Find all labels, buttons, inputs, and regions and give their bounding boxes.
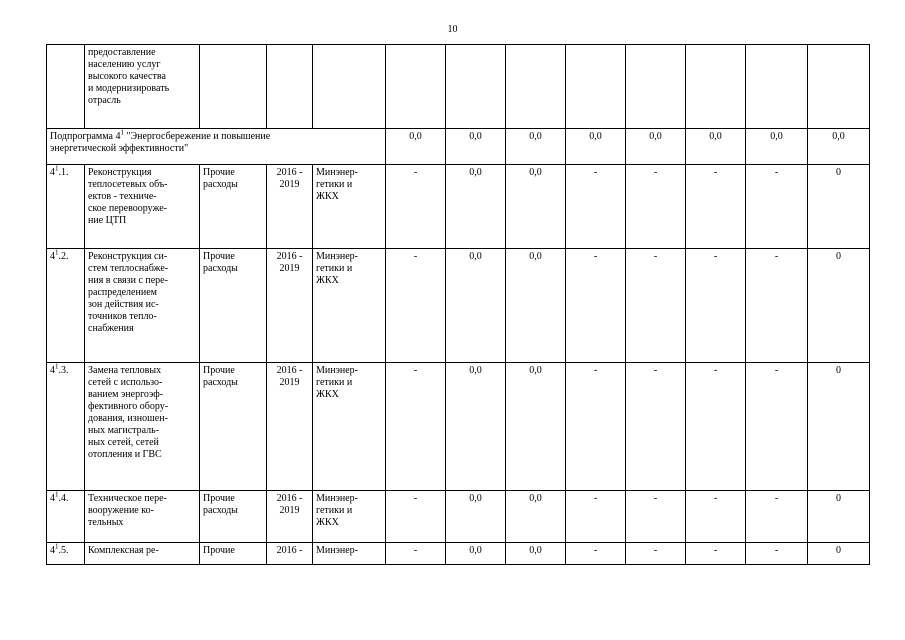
years-cell — [267, 45, 313, 129]
table-row — [47, 491, 870, 543]
num-cell — [47, 45, 85, 129]
years-cell: 2016 - 2019 — [267, 165, 313, 249]
source-cell — [200, 45, 267, 129]
value-cell: 0,0 — [506, 543, 566, 565]
value-cell — [446, 45, 506, 129]
value-cell: - — [626, 543, 686, 565]
num-cell: $4^1.4$. — [47, 491, 85, 543]
value-cell: 0,0 — [506, 249, 566, 363]
value-cell: - — [566, 165, 626, 249]
value-cell: - — [686, 363, 746, 491]
value-cell: - — [686, 165, 746, 249]
value-cell: 0,0 — [746, 129, 808, 165]
value-cell — [386, 45, 446, 129]
value-cell: 0,0 — [506, 363, 566, 491]
value-cell — [626, 45, 686, 129]
value-cell: - — [746, 491, 808, 543]
value-cell: 0,0 — [506, 491, 566, 543]
value-cell: 0,0 — [446, 165, 506, 249]
value-cell: - — [626, 165, 686, 249]
value-cell: - — [626, 363, 686, 491]
num-cell: $4^1.1$. — [47, 165, 85, 249]
value-cell — [506, 45, 566, 129]
value-cell: - — [386, 165, 446, 249]
value-cell: - — [746, 165, 808, 249]
num-cell: $4^1.2$. — [47, 249, 85, 363]
value-cell: 0,0 — [506, 165, 566, 249]
years-cell: 2016 - 2019 — [267, 363, 313, 491]
value-cell: - — [746, 249, 808, 363]
name-cell: предоставление населению услуг высокого качества и модернизировать отрасль — [85, 45, 200, 129]
value-cell — [566, 45, 626, 129]
table-row — [47, 165, 870, 249]
source-cell: Прочие — [200, 543, 267, 565]
table-row — [47, 543, 870, 565]
value-cell: 0 — [808, 165, 870, 249]
value-cell: 0 — [808, 491, 870, 543]
name-cell: Реконструкция теплосетевых объ- ектов - техниче- ское перевооруже- ние ЦТП — [85, 165, 200, 249]
value-cell: - — [686, 249, 746, 363]
page-number: 10 — [447, 24, 458, 35]
value-cell: - — [386, 249, 446, 363]
executor-cell: Минэнер- гетики и ЖКХ — [313, 249, 386, 363]
value-cell: - — [566, 363, 626, 491]
value-cell: 0 — [808, 543, 870, 565]
value-cell: - — [626, 249, 686, 363]
value-cell: 0,0 — [626, 129, 686, 165]
value-cell: 0,0 — [446, 543, 506, 565]
table-row — [47, 363, 870, 491]
name-cell: Комплексная ре- — [85, 543, 200, 565]
value-cell: - — [566, 543, 626, 565]
name-cell: Замена тепловых сетей с использо- ванием энергоэф- фективного обору- дования, изношен- ных магистраль- ных сетей, сетей отопления и ГВС — [85, 363, 200, 491]
subprogram-title: Подпрограмма $4^1$ "Энергосбережение и повышение энергетической эффективности" — [47, 129, 386, 165]
source-cell: Прочие расходы — [200, 249, 267, 363]
value-cell: - — [746, 543, 808, 565]
value-cell: 0,0 — [386, 129, 446, 165]
value-cell: - — [686, 543, 746, 565]
value-cell: - — [566, 249, 626, 363]
years-cell: 2016 - — [267, 543, 313, 565]
value-cell: - — [626, 491, 686, 543]
value-cell: 0,0 — [446, 491, 506, 543]
value-cell: 0,0 — [446, 129, 506, 165]
value-cell: - — [386, 363, 446, 491]
value-cell: 0,0 — [506, 129, 566, 165]
value-cell: - — [746, 363, 808, 491]
value-cell: 0,0 — [446, 363, 506, 491]
table-row — [47, 45, 870, 129]
years-cell: 2016 - 2019 — [267, 491, 313, 543]
name-cell: Техническое пере- вооружение ко- тельных — [85, 491, 200, 543]
value-cell — [746, 45, 808, 129]
value-cell: - — [686, 491, 746, 543]
subprogram-row — [47, 129, 870, 165]
table-row — [47, 249, 870, 363]
value-cell: 0,0 — [566, 129, 626, 165]
value-cell: 0,0 — [446, 249, 506, 363]
num-cell: $4^1.3$. — [47, 363, 85, 491]
value-cell: - — [386, 491, 446, 543]
source-cell: Прочие расходы — [200, 363, 267, 491]
years-cell: 2016 - 2019 — [267, 249, 313, 363]
executor-cell: Минэнер- — [313, 543, 386, 565]
value-cell: 0,0 — [808, 129, 870, 165]
executor-cell — [313, 45, 386, 129]
source-cell: Прочие расходы — [200, 165, 267, 249]
value-cell: - — [566, 491, 626, 543]
value-cell: - — [386, 543, 446, 565]
value-cell: 0,0 — [686, 129, 746, 165]
executor-cell: Минэнер- гетики и ЖКХ — [313, 363, 386, 491]
value-cell: 0 — [808, 249, 870, 363]
program-table — [46, 44, 870, 565]
value-cell: 0 — [808, 363, 870, 491]
name-cell: Реконструкция си- стем теплоснабже- ния в связи с пере- распределением зон действия ис- точников тепло- снабжения — [85, 249, 200, 363]
value-cell — [686, 45, 746, 129]
num-cell: $4^1.5$. — [47, 543, 85, 565]
source-cell: Прочие расходы — [200, 491, 267, 543]
value-cell — [808, 45, 870, 129]
executor-cell: Минэнер- гетики и ЖКХ — [313, 165, 386, 249]
executor-cell: Минэнер- гетики и ЖКХ — [313, 491, 386, 543]
